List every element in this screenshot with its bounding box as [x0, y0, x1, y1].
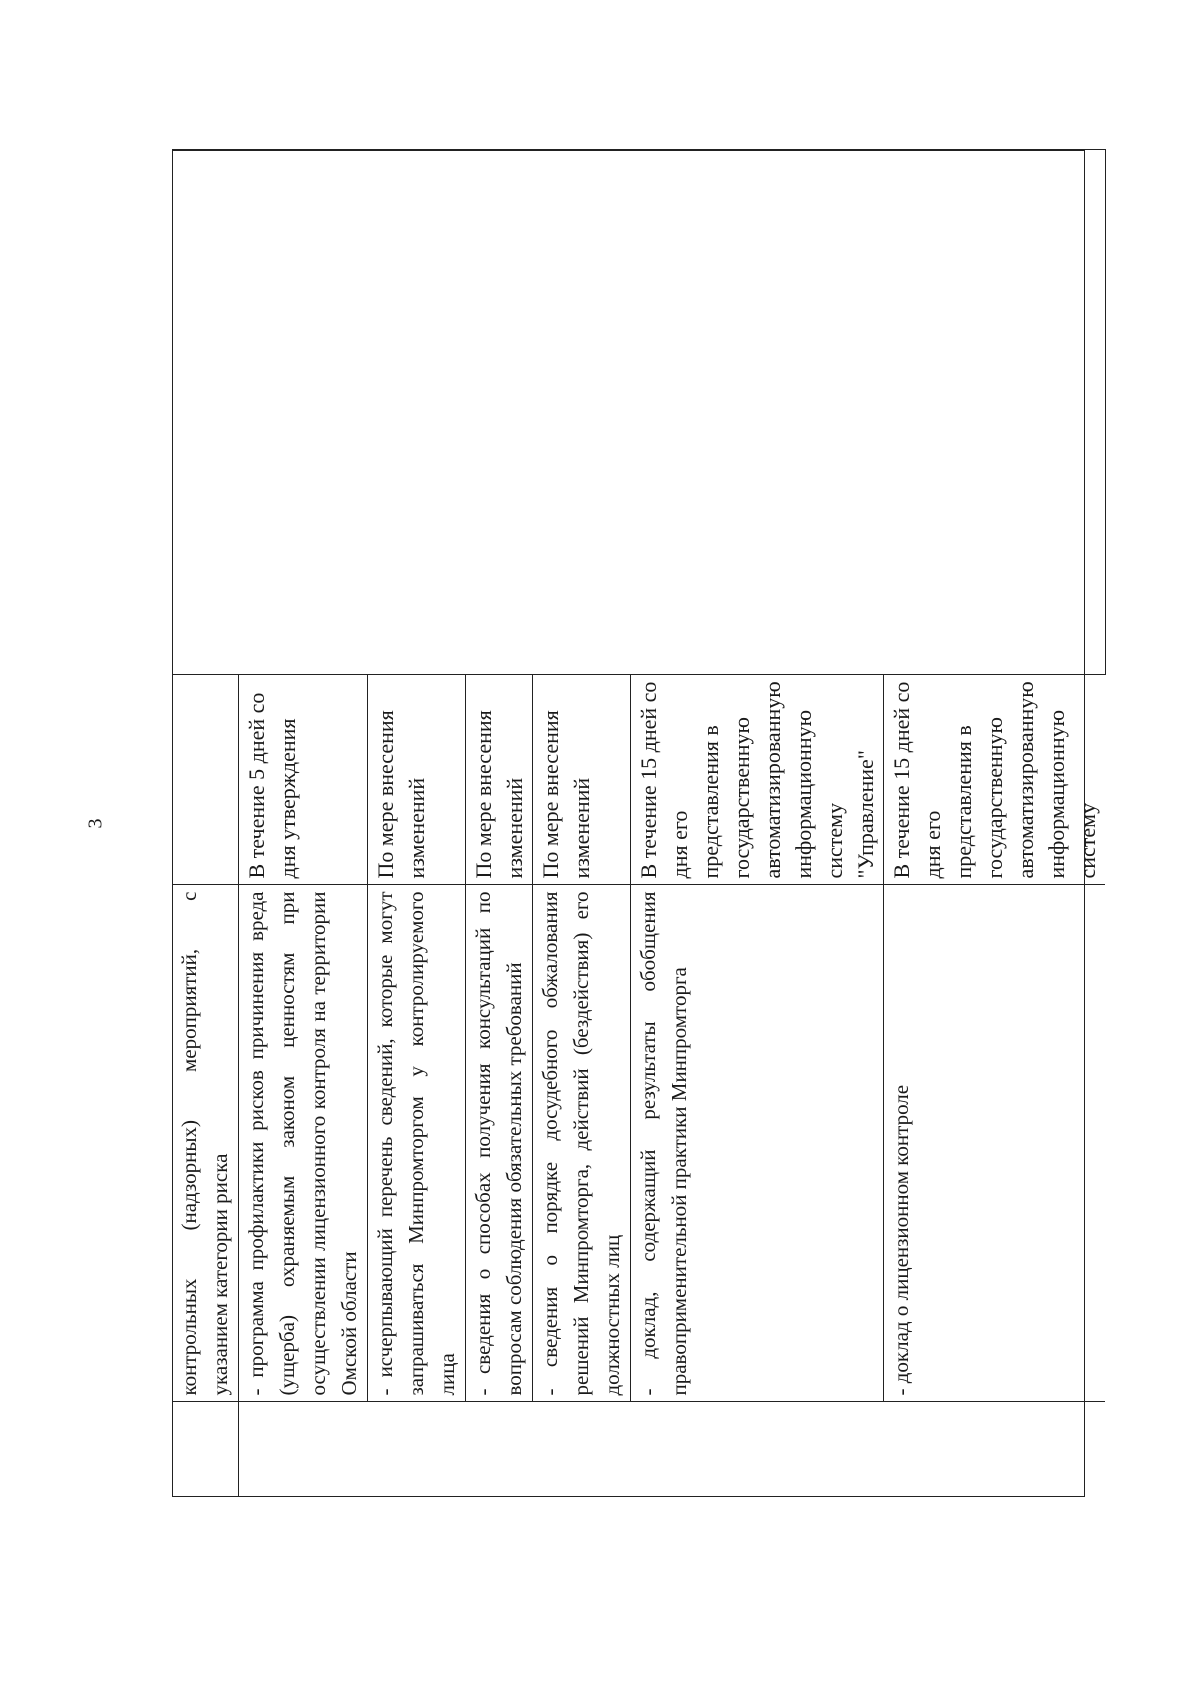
item-cell: - сведения о способах получения консультаций по вопросам соблюдения обязательных требований — [466, 885, 533, 1402]
deadline-cell: В течение 5 дней со дня утверждения — [239, 675, 368, 885]
deadline-cell: По мере внесения изменений — [533, 675, 631, 885]
rotated-table-container — [172, 150, 1100, 1497]
header-line-2: указанием категории риска — [208, 1153, 232, 1396]
item-cell: - исчерпывающий перечень сведений, которые могут запрашиваться Минпромторгом у контролируемого лица — [368, 885, 466, 1402]
deadline-cell: В течение 15 дней со дня его представления в государственную автоматизированную информационную систему "Управление" — [631, 675, 884, 885]
table-row-continuation — [172, 150, 239, 1497]
measures-table — [172, 150, 1106, 1498]
deadline-cell: В течение 15 дней со дня его представления в государственную автоматизированную информационную систему — [884, 675, 1106, 885]
page-number: 3 — [84, 818, 107, 829]
left-blank-cell — [172, 1402, 239, 1497]
item-cell: - доклад о лицензионном контроле — [884, 885, 1106, 1402]
right-blank-cell — [172, 150, 1105, 675]
header-line-1: контрольных (надзорных) мероприятий, с — [177, 891, 201, 1396]
header-continuation-cell — [172, 885, 239, 1402]
deadline-cell: По мере внесения изменений — [466, 675, 533, 885]
item-cell: - программа профилактики рисков причинения вреда (ущерба) охраняемым законом ценностям при осуществлении лицензионного контроля на территории Омской области — [239, 885, 368, 1402]
item-cell: - доклад, содержащий результаты обобщения правоприменительной практики Минпромторга — [631, 885, 884, 1402]
item-cell: - сведения о порядке досудебного обжалования решений Минпромторга, действий (бездействия) его должностных лиц — [533, 885, 631, 1402]
deadline-cell: По мере внесения изменений — [368, 675, 466, 885]
header-deadline-cell — [172, 675, 239, 885]
